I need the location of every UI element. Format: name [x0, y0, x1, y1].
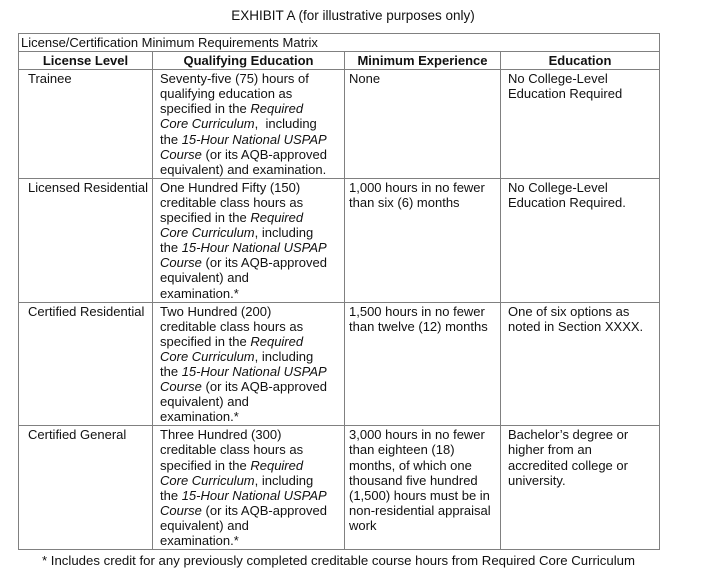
table-row-trainee	[19, 70, 660, 179]
cell-qualifying-education: Seventy-five (75) hours of qualifying education as specified in the Required Core Curriculum, including the 15-Hour National USPAP Course (or its AQB-approved equivalent) and examination.	[153, 70, 345, 179]
cell-minimum-experience: None	[345, 70, 501, 179]
cell-qualifying-education: Two Hundred (200) creditable class hours as specified in the Required Core Curriculum, including the 15-Hour National USPAP Course (or its AQB-approved equivalent) and examination.*	[153, 302, 345, 426]
cell-license-level: Licensed Residential	[19, 178, 153, 302]
column-header-qualifying-education: Qualifying Education	[153, 52, 345, 70]
table-row-licensed-residential	[19, 178, 660, 302]
table-header-row	[19, 52, 660, 70]
cell-qualifying-education: Three Hundred (300) creditable class hours as specified in the Required Core Curriculum, including the 15-Hour National USPAP Course (or its AQB-approved equivalent) and examination.*	[153, 426, 345, 550]
exhibit-title: EXHIBIT A (for illustrative purposes only)	[231, 8, 475, 23]
cell-license-level: Certified General	[19, 426, 153, 550]
cell-education: No College-Level Education Required	[501, 70, 660, 179]
table-row-certified-general	[19, 426, 660, 550]
cell-license-level: Trainee	[19, 70, 153, 179]
cell-education: No College-Level Education Required.	[501, 178, 660, 302]
column-header-license-level: License Level	[19, 52, 153, 70]
table-title-row	[19, 34, 660, 52]
table-row-certified-residential	[19, 302, 660, 426]
cell-qualifying-education: One Hundred Fifty (150) creditable class hours as specified in the Required Core Curriculum, including the 15-Hour National USPAP Course (or its AQB-approved equivalent) and examination.*	[153, 178, 345, 302]
cell-education: Bachelor’s degree or higher from an accredited college or university.	[501, 426, 660, 550]
cell-education: One of six options as noted in Section XXXX.	[501, 302, 660, 426]
column-header-education: Education	[501, 52, 660, 70]
cell-license-level: Certified Residential	[19, 302, 153, 426]
cell-minimum-experience: 1,500 hours in no fewer than twelve (12) months	[345, 302, 501, 426]
table-title: License/Certification Minimum Requirements Matrix	[19, 34, 660, 52]
column-header-minimum-experience: Minimum Experience	[345, 52, 501, 70]
cell-minimum-experience: 3,000 hours in no fewer than eighteen (18) months, of which one thousand five hundred (1,500) hours must be in non-residential appraisal work	[345, 426, 501, 550]
cell-minimum-experience: 1,000 hours in no fewer than six (6) months	[345, 178, 501, 302]
requirements-matrix-table	[18, 33, 660, 550]
footnote: * Includes credit for any previously completed creditable course hours from Required Core Curriculum	[42, 553, 635, 569]
